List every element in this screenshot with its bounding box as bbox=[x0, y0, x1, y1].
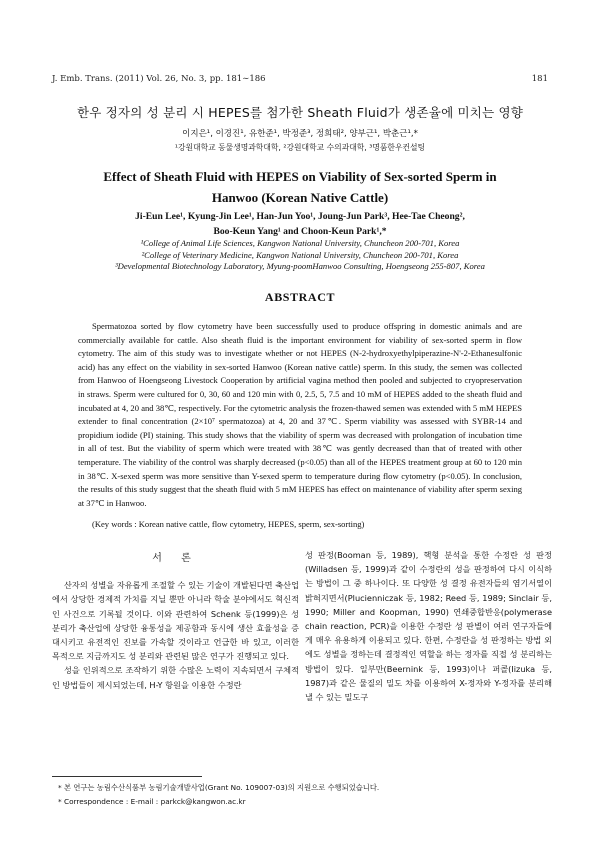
english-title-line-1: Effect of Sheath Fluid with HEPES on Viability of Sex-sorted Sperm in bbox=[103, 169, 497, 184]
left-column bbox=[52, 552, 299, 692]
right-column bbox=[305, 548, 552, 704]
korean-affiliations: ¹강원대학교 동물생명과학대학, ²강원대학교 수의과대학, ³명품한우컨설팅 bbox=[174, 143, 426, 152]
english-title-line-2: Hanwoo (Korean Native Cattle) bbox=[211, 190, 389, 205]
footnote-funding: * 본 연구는 농림수산식품부 농림기술개발사업(Grant No. 109007-03)의 지원으로 수행되었습니다. bbox=[58, 783, 380, 792]
korean-authors: 이지은¹, 이경진¹, 유한준¹, 박정준³, 정희태², 양부근¹, 박춘근¹,* bbox=[182, 129, 418, 139]
abstract-body bbox=[78, 320, 522, 510]
affiliation-3: ³Developmental Biotechnology Laboratory, Myung-poomHanwoo Consulting, Hoengseong 255-807, Korea bbox=[115, 261, 485, 271]
footnote-divider bbox=[52, 776, 202, 777]
intro-heading: 서 론 bbox=[152, 553, 199, 564]
english-affiliations bbox=[40, 238, 560, 273]
english-authors-line-2: Boo-Keun Yang¹ and Choon-Keun Park¹,* bbox=[213, 226, 387, 237]
page-number: 181 bbox=[531, 74, 548, 84]
korean-title: 한우 정자의 성 분리 시 HEPES를 첨가한 Sheath Fluid가 생존율에 미치는 영향 bbox=[76, 105, 524, 120]
journal-citation: J. Emb. Trans. (2011) Vol. 26, No. 3, pp. 181∼186 bbox=[52, 74, 266, 84]
keywords: (Key words : Korean native cattle, flow cytometry, HEPES, sperm, sex-sorting) bbox=[92, 519, 365, 529]
intro-paragraph-continued: 성 판정(Booman 등, 1989), 핵형 분석을 통한 수정란 성 판정(Willadsen 등, 1999)과 같이 수정란의 성을 판정하여 다시 이식하는 방법이 그 중 하나이다. 또 다양한 성 결정 유전자들의 염기서열이 밝혀지면서(Plucienniczak 등, 1982; Reed 등, 1989; Sinclair 등, 1990; Miller and Koopman, 1990) 연쇄중합반응(polymerase chain reaction, PCR)을 이용한 수정란 성 판별이 여러 연구자들에게 매우 유용하게 이용되고 있다. 한편, 수정란을 성 판정하는 방법 외에도 성별을 정하는데 결정적인 역할을 하는 정자를 직접 성 분리하는 방법이 있다. 일부만(Beernink 등, 1993)이나 퍼콜(Iizuka 등, 1987)과 같은 물질의 밀도 차를 이용하여 X-정자와 Y-정자를 분리해낼 수 있는 밀도구 bbox=[305, 550, 552, 703]
intro-paragraph-1: 산자의 성별을 자유롭게 조절할 수 있는 기술이 개발된다면 축산업에서 상당한 경제적 가치를 지닐 뿐만 아니라 학술 분야에서도 혁신적인 사건으로 기록될 것이다. 이와 관련하여 Schenk 등(1999)은 성 분리가 축산업에 상당한 융통성을 제공함과 동시에 생산 효율성을 증대시키고 유전적인 진보를 가속할 것이라고 언급한 바 있고, 이러한 목적으로 지금까지도 성 분리와 관련된 많은 연구가 진행되고 있다. bbox=[52, 580, 299, 662]
intro-paragraph-2: 성을 인위적으로 조작하기 위한 수많은 노력이 지속되면서 구체적인 방법들이 제시되었는데, H-Y 항원을 이용한 수정란 bbox=[52, 665, 299, 690]
affiliation-2: ²College of Veterinary Medicine, Kangwon National University, Chuncheon 200-701, Korea bbox=[141, 249, 459, 260]
affiliation-1: ¹College of Animal Life Sciences, Kangwon National University, Chuncheon 200-701, Korea bbox=[140, 238, 460, 248]
english-authors bbox=[60, 209, 540, 239]
footnote-correspondence: * Correspondence : E-mail : parkck@kangwon.ac.kr bbox=[58, 797, 246, 806]
english-authors-line-1: Ji-Eun Lee¹, Kyung-Jin Lee¹, Han-Jun Yoo¹, Joung-Jun Park³, Hee-Tae Cheong², bbox=[135, 211, 465, 222]
abstract-heading: ABSTRACT bbox=[264, 290, 336, 304]
abstract-text: Spermatozoa sorted by flow cytometry have been successfully used to produce offspring in domestic animals and are commercially available for cattle. Also sheath fluid is the important environment for viability of sex-sorted sperm in flow cytometry. The aim of this study was to investigate whether or not HEPES (N-2-hydroxyethylpiperazine-N'-2-Ethanesulfonic acid) has any effect on the viability in sex-sorted Hanwoo (Korean native cattle) sperm. In this study, the semen was collected from Hanwoo of Hoengseong Livestock Cooperation by artificial vagina method then pooled and subjected to cryopreservation in straws. Sperm were cultured for 0, 30, 60 and 120 min with 0, 2.5, 5, 7.5 and 10 mM of HEPES added to the sheath fluid and incubated at 4, 20 and 38℃, respectively. For the cytometric analysis the frozen-thawed semen was extended with 5 mM HEPES extender to final concentration (2×10⁷ spermatozoa) at 4, 20 and 37℃. Sperm viability was assessed with SYBR-14 and propidium iodide (PI) staining. This study shows that the viability of sperm was decreased with prolongation of incubation time in all of test. But the viability of sperm which were treated with 38℃ was gently decreased than that of treated with other temperature. The viability of the control was sharply decreased (p<0.05) than all of the HEPES treatment group at 60 to 120 min in 38℃. X-sexed sperm was more sensitive than Y-sexed sperm to temperature during flow cytometry (p<0.05). In conclusion, the results of this study suggest that the sheath fluid with 5 mM HEPES has effect on maintenance of viability after sperm sexing at 37℃ in Hanwoo. bbox=[78, 321, 522, 508]
english-title bbox=[60, 166, 540, 208]
running-header bbox=[52, 74, 548, 84]
